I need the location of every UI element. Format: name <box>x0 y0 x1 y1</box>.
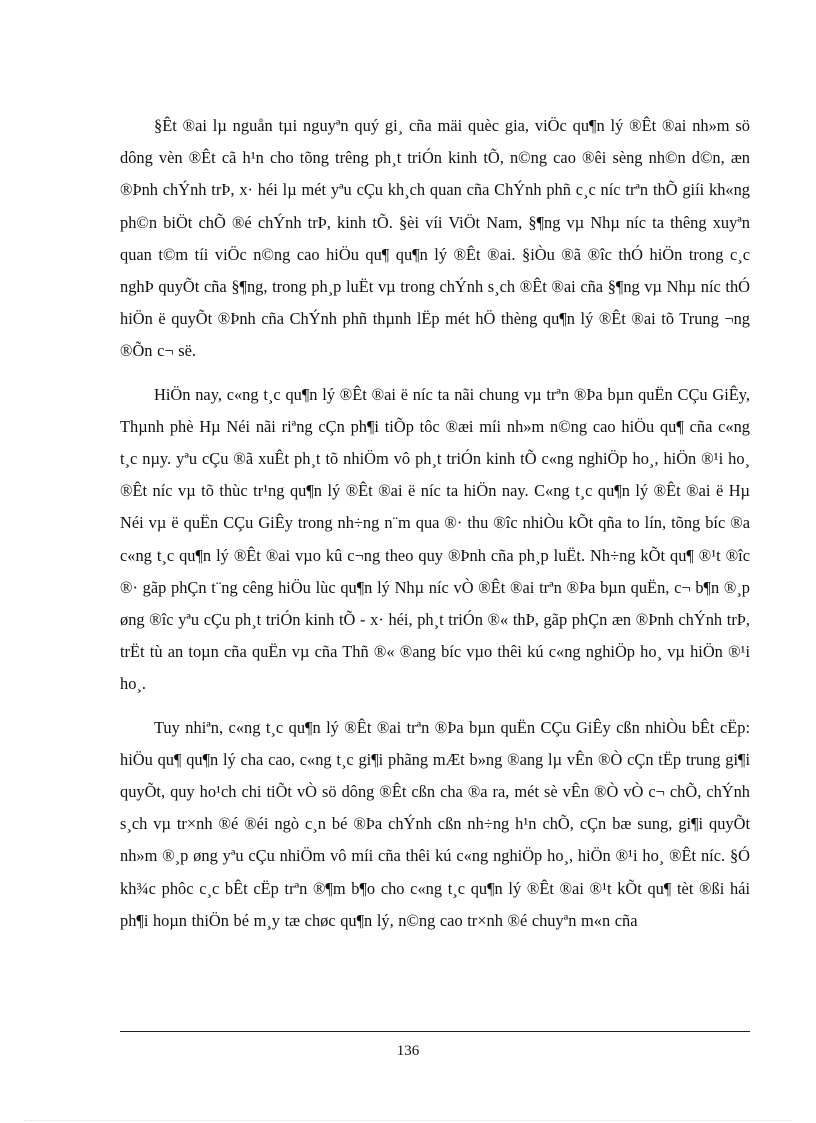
footer-divider <box>120 1031 750 1032</box>
page-body <box>120 110 750 948</box>
bottom-dotted-border <box>24 1120 792 1121</box>
paragraph-3: Tuy nhiªn, c«ng t¸c qu¶n lý ®Êt ®ai trªn ®Þa bµn quËn CÇu GiÊy cßn nhiÒu bÊt cËp: hiÖu qu¶ qu¶n lý cha cao, c«ng t¸c gi¶i phãng mÆt b»ng ®ang lµ vÊn ®Ò cÇn tËp trung gi¶i quyÕt, quy ho¹ch chi tiÕt vÒ sö dông ®Êt cßn cha ®a ra, mét sè vÊn ®Ò vÒ c¬ chÕ, chÝnh s¸ch vµ tr×nh ®é ®éi ngò c¸n bé ®Þa chÝnh cßn nh÷ng h¹n chÕ, cÇn bæ sung, gi¶i quyÕt nh»m ®¸p øng yªu cÇu nhiÖm vô míi cña thêi kú c«ng nghiÖp ho¸, hiÖn ®¹i ho¸ ®Êt níc. §Ó kh¾c phôc c¸c bÊt cËp trªn ®¶m b¶o cho c«ng t¸c qu¶n lý ®Êt ®ai ®¹t kÕt qu¶ tèt ®ßi hái ph¶i hoµn thiÖn bé m¸y tæ chøc qu¶n lý, n©ng cao tr×nh ®é chuyªn m«n cña <box>120 717 750 930</box>
paragraph-2: HiÖn nay, c«ng t¸c qu¶n lý ®Êt ®ai ë níc ta nãi chung vµ trªn ®Þa bµn quËn CÇu GiÊy, Thµnh phè Hµ Néi nãi riªng cÇn ph¶i tiÕp tôc ®æi míi nh»m n©ng cao hiÖu qu¶ cña c«ng t¸c nµy. yªu cÇu ®ã xuÊt ph¸t tõ nhiÖm vô ph¸t triÓn kinh tÕ c«ng nghiÖp ho¸, hiÖn ®¹i ho¸ ®Êt níc vµ tõ thùc tr¹ng qu¶n lý ®Êt ®ai ë níc ta hiÖn nay. C«ng t¸c qu¶n lý ®Êt ®ai ë Hµ Néi vµ ë quËn CÇu GiÊy trong nh÷ng n¨m qua ®· thu ®îc nhiÒu kÕt qña to lín, tõng bíc ®a c«ng t¸c qu¶n lý ®Êt ®ai vµo kû c¬ng theo quy ®Þnh cña ph¸p luËt. Nh÷ng kÕt qu¶ ®¹t ®îc ®· gãp phÇn t¨ng cêng hiÖu lùc qu¶n lý Nhµ níc vÒ ®Êt ®ai trªn ®Þa bµn quËn, c¬ b¶n ®¸p øng ®îc yªu cÇu ph¸t triÓn kinh tÕ - x· héi, ph¸t triÓn ®« thÞ, gãp phÇn æn ®Þnh chÝnh trÞ, trËt tù an toµn cña quËn vµ cña Thñ ®« ®ang bíc vµo thêi kú c«ng nghiÖp ho¸ vµ hiÖn ®¹i ho¸. <box>120 384 750 694</box>
paragraph-1: §Êt ®ai lµ nguån tµi nguyªn quý gi¸ cña mäi quèc gia, viÖc qu¶n lý ®Êt ®ai nh»m sö dông vèn ®Êt cã h¹n cho tõng trêng ph¸t triÓn kinh tÕ, n©ng cao ®êi sèng nh©n d©n, æn ®Þnh chÝnh trÞ, x· héi lµ mét yªu cÇu kh¸ch quan cña ChÝnh phñ c¸c níc trªn thÕ giíi kh«ng ph©n biÖt chÕ ®é chÝnh trÞ, kinh tÕ. §èi víi ViÖt Nam, §¶ng vµ Nhµ níc ta thêng xuyªn quan t©m tíi viÖc n©ng cao hiÖu qu¶ qu¶n lý ®Êt ®ai. §iÒu ®ã ®îc thÓ hiÖn trong c¸c nghÞ quyÕt cña §¶ng, trong ph¸p luËt vµ trong chÝnh s¸ch ®Êt ®ai cña §¶ng vµ Nhµ níc thÓ hiÖn ë quyÕt ®Þnh cña ChÝnh phñ thµnh lËp mét hÖ thèng qu¶n lý ®Êt ®ai tõ Trung ¬ng ®Õn c¬ së. <box>120 116 750 361</box>
page-number: 136 <box>396 1043 420 1059</box>
